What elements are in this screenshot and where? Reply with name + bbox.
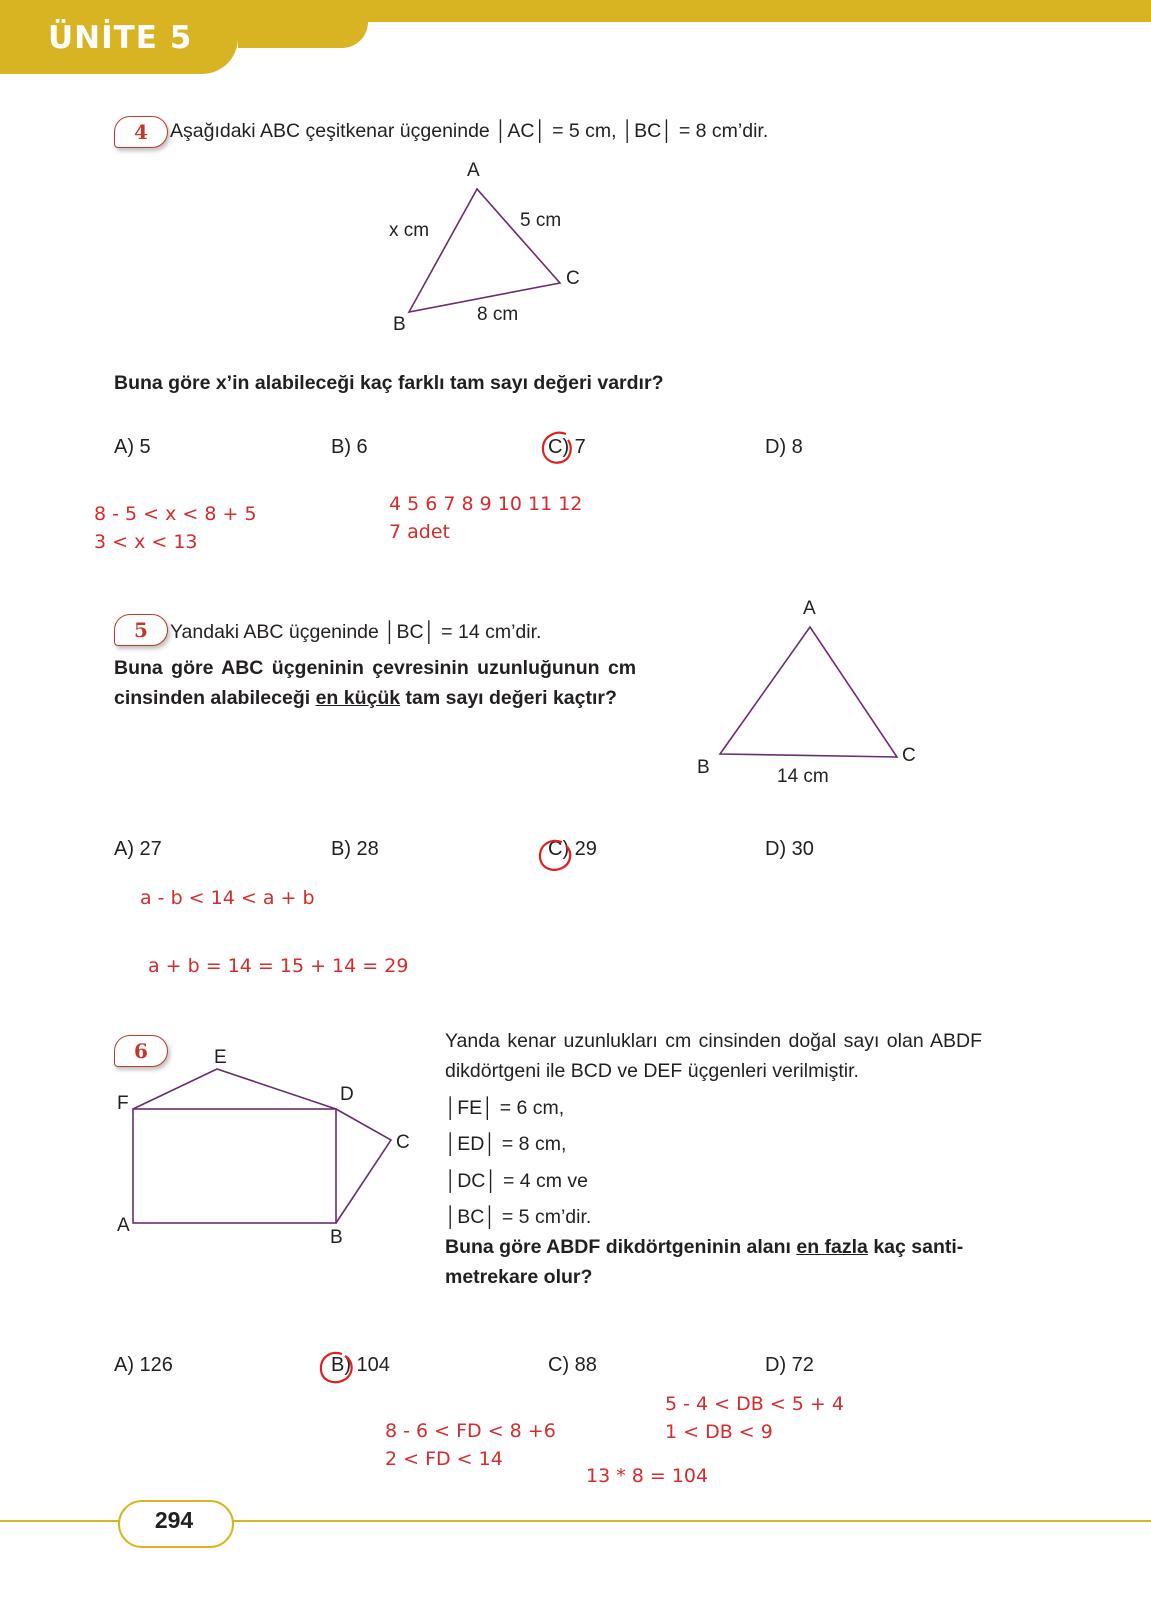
q5-side-bc-label: 14 cm (777, 766, 829, 787)
q4-side-ac-label: 5 cm (520, 210, 562, 231)
q4-option-a[interactable]: A) 5 (114, 436, 151, 458)
q6-question-line-2: metrekare olur? (445, 1266, 593, 1288)
q5-option-c[interactable]: C) 29 (548, 838, 597, 860)
question-number-badge: 6 (114, 1035, 168, 1067)
q6-note-2: 1 < DB < 9 (665, 1421, 773, 1443)
q6-given-bc: │BC│ = 5 cm’dir. (445, 1206, 592, 1228)
q4-option-c[interactable]: C) 7 (548, 436, 586, 458)
q6-vertex-d-label: D (340, 1084, 354, 1105)
footer-line-left (0, 1520, 120, 1522)
footer-line-right (228, 1520, 1151, 1522)
q6-option-b[interactable]: B) 104 (331, 1354, 390, 1376)
q5-vertex-b-label: B (697, 757, 710, 778)
q5-note-2: a + b = 14 = 15 + 14 = 29 (148, 955, 409, 977)
q6-option-c[interactable]: C) 88 (548, 1354, 597, 1376)
q4-note-2: 3 < x < 13 (94, 531, 198, 553)
q6-vertex-f-label: F (117, 1093, 129, 1114)
question-number-badge: 4 (114, 116, 168, 148)
q5-option-a[interactable]: A) 27 (114, 838, 162, 860)
q6-note-1: 5 - 4 < DB < 5 + 4 (665, 1393, 844, 1415)
q5-stem: Yandaki ABC üçgeninde │BC│ = 14 cm’dir. (170, 621, 542, 643)
unit-title: ÜNİTE 5 (48, 20, 193, 56)
q4-note-3: 4 5 6 7 8 9 10 11 12 (389, 493, 583, 515)
q6-intro-line-1: Yanda kenar uzunlukları cm cinsinden doğal sayı olan ABDF (445, 1030, 983, 1052)
q6-option-a[interactable]: A) 126 (114, 1354, 173, 1376)
q4-note-1: 8 - 5 < x < 8 + 5 (94, 503, 257, 525)
q4-note-4: 7 adet (389, 521, 450, 543)
q4-vertex-a-label: A (467, 160, 480, 181)
q4-question: Buna göre x’in alabileceği kaç farklı tam sayı değeri vardır? (114, 372, 664, 394)
q4-option-d[interactable]: D) 8 (765, 436, 803, 458)
q6-vertex-c-label: C (396, 1132, 410, 1153)
q6-given-dc: │DC│ = 4 cm ve (445, 1170, 589, 1192)
q6-vertex-a-label: A (117, 1215, 130, 1236)
q4-side-ab-label: x cm (389, 220, 430, 241)
q4-stem: Aşağıdaki ABC çeşitkenar üçgeninde │AC│ = 5 cm, │BC│ = 8 cm’dir. (170, 120, 769, 142)
q6-vertex-b-label: B (330, 1227, 343, 1248)
q6-vertex-e-label: E (214, 1047, 227, 1068)
q6-note-3: 8 - 6 < FD < 8 +6 (385, 1420, 556, 1442)
q5-option-d[interactable]: D) 30 (765, 838, 814, 860)
q6-given-fe: │FE│ = 6 cm, (445, 1097, 565, 1119)
q5-note-1: a - b < 14 < a + b (140, 887, 315, 909)
q6-note-4: 2 < FD < 14 (385, 1448, 503, 1470)
q5-vertex-c-label: C (902, 745, 916, 766)
q4-side-bc-label: 8 cm (477, 304, 519, 325)
q6-given-ed: │ED│ = 8 cm, (445, 1133, 567, 1155)
q4-vertex-c-label: C (566, 268, 580, 289)
q6-note-5: 13 * 8 = 104 (586, 1465, 709, 1487)
q6-question-line-1: Buna göre ABDF dikdörtgeninin alanı en fazla kaç santi- (445, 1236, 964, 1258)
q4-vertex-b-label: B (393, 314, 406, 335)
q5-vertex-a-label: A (803, 598, 816, 619)
q6-intro-line-2: dikdörtgeni ile BCD ve DEF üçgenleri verilmiştir. (445, 1060, 859, 1082)
question-number-badge: 5 (114, 614, 168, 646)
q5-option-b[interactable]: B) 28 (331, 838, 379, 860)
q5-question-line-2: cinsinden alabileceği en küçük tam sayı değeri kaçtır? (114, 687, 617, 709)
q4-option-b[interactable]: B) 6 (331, 436, 368, 458)
q6-option-d[interactable]: D) 72 (765, 1354, 814, 1376)
q5-question-line-1: Buna göre ABC üçgeninin çevresinin uzunluğunun cm (114, 657, 637, 679)
page-number: 294 (154, 1507, 194, 1533)
